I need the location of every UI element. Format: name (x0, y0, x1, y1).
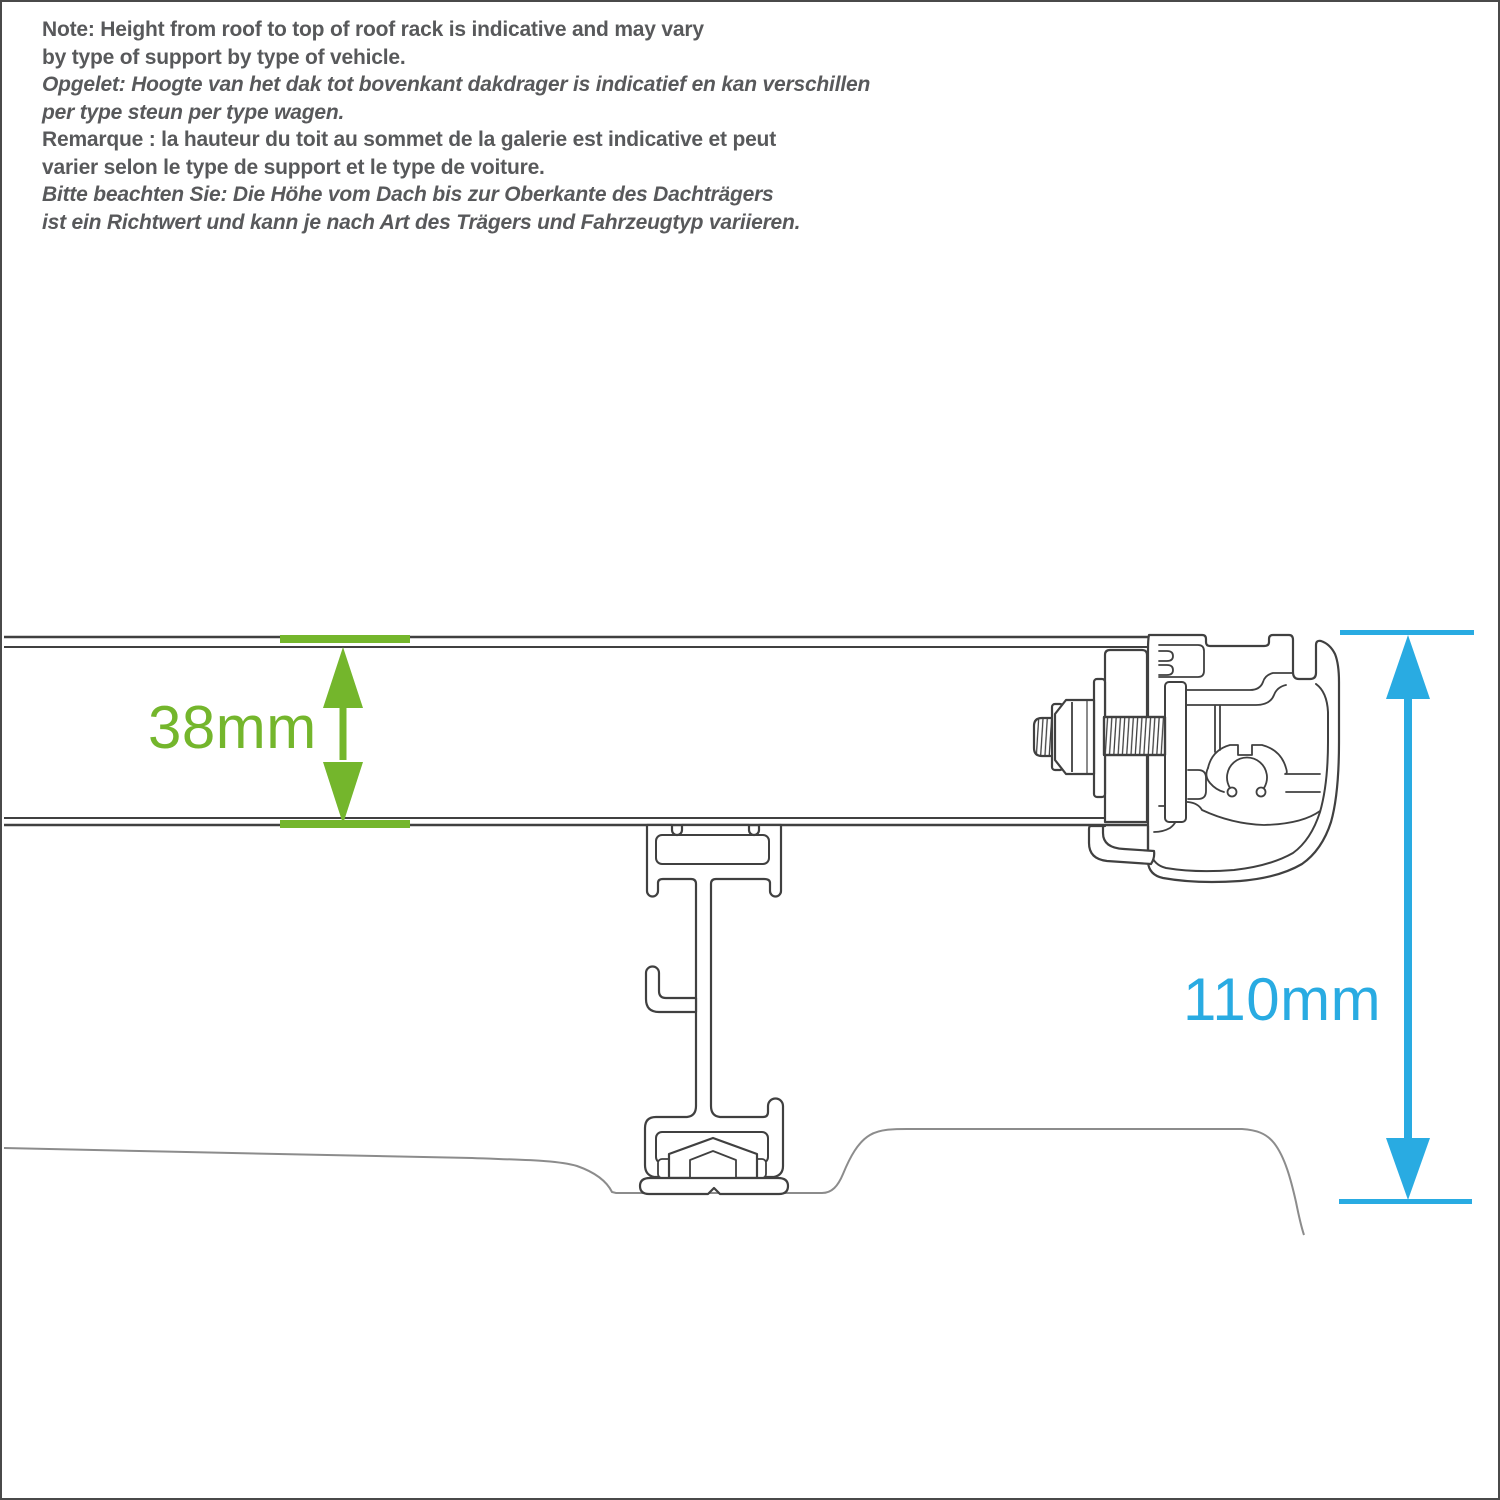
note-line-nl-1: Opgelet: Hoogte van het dak tot bovenkant dakdrager is indicatief en kan verschillen (42, 73, 871, 96)
note-line-fr-2: varier selon le type de support et le type de voiture. (42, 155, 545, 179)
note-line-nl-2: per type steun per type wagen. (42, 100, 345, 124)
note-line-de-1: Bitte beachten Sie: Die Höhe vom Dach bis zur Oberkante des Dachträgers (42, 183, 774, 206)
side-rail-profile-icon (1148, 635, 1339, 882)
support-foot-profile-icon (640, 825, 788, 1194)
note-line-en-1: Note: Height from roof to top of roof rack is indicative and may vary (42, 18, 704, 41)
dimension-arrow-110mm (1339, 630, 1474, 1204)
bar-height-dimension-label: 38mm (148, 694, 317, 761)
note-line-de-2: ist ein Richtwert und kann je nach Art des Trägers und Fahrzeugtyp variieren. (42, 210, 801, 234)
note-line-en-2: by type of support by type of vehicle. (42, 45, 406, 69)
note-line-fr-1: Remarque : la hauteur du toit au sommet de la galerie est indicative et peut (42, 128, 776, 151)
mounting-clamp-bracket-icon (1089, 650, 1154, 864)
roof-to-rack-top-dimension-label: 110mm (1183, 966, 1382, 1033)
